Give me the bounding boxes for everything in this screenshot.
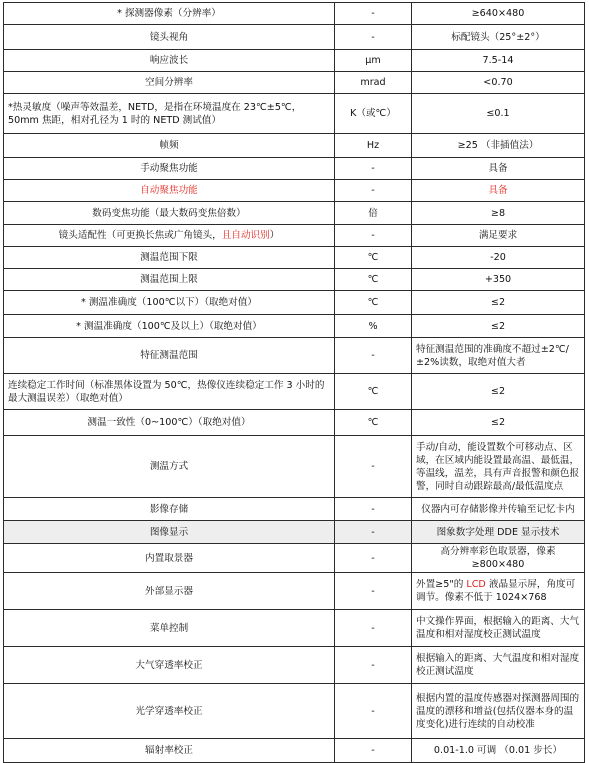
spec-unit: mrad	[335, 72, 412, 94]
spec-unit: μm	[335, 50, 412, 72]
table-row	[4, 225, 585, 247]
spec-unit: %	[335, 315, 412, 338]
spec-value-text: 特征测温范围的准确度不超过±2℃/±2%读数，取绝对值大者	[416, 343, 569, 368]
table-row	[4, 158, 585, 180]
spec-value-highlight: LCD	[466, 579, 486, 590]
spec-name: 数码变焦功能（最大数码变焦倍数）	[4, 202, 335, 225]
spec-name: 内置取景器	[4, 544, 335, 573]
spec-name: 连续稳定工作时间（标准黑体设置为 50℃，热像仪连续稳定工作 3 小时的最大测温误差）（取绝对值）	[4, 374, 335, 410]
table-row	[4, 180, 585, 202]
table-row	[4, 50, 585, 72]
spec-value: 具备	[412, 158, 585, 180]
spec-unit: -	[335, 158, 412, 180]
table-row	[4, 498, 585, 521]
spec-name: 测温范围下限	[4, 247, 335, 269]
table-row	[4, 410, 585, 436]
spec-name-highlight: 且自动识别	[221, 230, 270, 241]
spec-unit: ℃	[335, 247, 412, 269]
spec-name: * 探测器像素（分辨率）	[4, 3, 335, 25]
spec-unit: -	[335, 338, 412, 374]
spec-value: -20	[412, 247, 585, 269]
spec-unit: K（或℃）	[335, 94, 412, 134]
spec-value: ≤2	[412, 291, 585, 315]
spec-name: 手动聚焦功能	[4, 158, 335, 180]
spec-value-part: 外置≥5"的	[416, 579, 467, 590]
spec-unit: -	[335, 498, 412, 521]
spec-unit: -	[335, 739, 412, 763]
spec-name: 自动聚焦功能	[4, 180, 335, 202]
table-row	[4, 94, 585, 134]
spec-name: 镜头视角	[4, 25, 335, 50]
spec-value	[412, 684, 585, 739]
spec-value-text: 根据内置的温度传感器对探测器周围的温度的漂移和增益(包括仪器本身的温度变化)进行连续的自动校准	[416, 692, 580, 730]
spec-value: 高分辨率彩色取景器，像素≥800×480	[412, 544, 585, 573]
spec-name: 特征测温范围	[4, 338, 335, 374]
table-row	[4, 315, 585, 338]
table-row	[4, 247, 585, 269]
spec-name: 空间分辨率	[4, 72, 335, 94]
spec-name: 外部显示器	[4, 573, 335, 610]
spec-name: * 测温准确度（100℃及以上）（取绝对值）	[4, 315, 335, 338]
spec-unit: Hz	[335, 134, 412, 158]
table-row	[4, 202, 585, 225]
spec-unit: -	[335, 573, 412, 610]
spec-value-text: 手动/自动，能设置数个可移动点、区域，在区域内能设置最高温、最低温，等温线，温差，具有声音报警和颜色报警，同时自动跟踪最高/最低温度点	[416, 441, 580, 492]
spec-value: 具备	[412, 180, 585, 202]
spec-name: *热灵敏度（噪声等效温差，NETD，是指在环境温度在 23℃±5℃，50mm 焦距，相对孔径为 1 时的 NETD 测试值）	[4, 94, 335, 134]
spec-name: 光学穿透率校正	[4, 684, 335, 739]
spec-value: 仪器内可存储影像并传输至记忆卡内	[412, 498, 585, 521]
spec-name-part: 镜头适配性（可更换长焦或广角镜头，	[58, 230, 222, 241]
spec-name: * 测温准确度（100℃以下）（取绝对值）	[4, 291, 335, 315]
spec-name: 辐射率校正	[4, 739, 335, 763]
spec-value-text: 中文操作界面，根据输入的距离、大气温度和相对湿度校正测试温度	[416, 616, 580, 640]
spec-value	[412, 436, 585, 498]
spec-name: 大气穿透率校正	[4, 647, 335, 684]
spec-unit: -	[335, 180, 412, 202]
spec-value: 图象数字处理 DDE 显示技术	[412, 521, 585, 544]
spec-unit: ℃	[335, 269, 412, 291]
spec-name: 帧频	[4, 134, 335, 158]
table-row	[4, 684, 585, 739]
spec-unit: -	[335, 521, 412, 544]
spec-value: ≤2	[412, 410, 585, 436]
spec-unit: ℃	[335, 291, 412, 315]
spec-unit: -	[335, 436, 412, 498]
spec-value	[412, 573, 585, 610]
table-row	[4, 269, 585, 291]
spec-name-part: ）	[269, 230, 280, 241]
spec-value: ≥640×480	[412, 3, 585, 25]
spec-value: 标配镜头（25°±2°）	[412, 25, 585, 50]
spec-unit: ℃	[335, 410, 412, 436]
spec-name: 测温方式	[4, 436, 335, 498]
spec-unit: 倍	[335, 202, 412, 225]
spec-unit: -	[335, 3, 412, 25]
spec-name	[4, 225, 335, 247]
spec-value-text: 根据输入的距离、大气温度和相对湿度校正测试温度	[416, 653, 580, 677]
spec-unit: -	[335, 25, 412, 50]
spec-name: 响应波长	[4, 50, 335, 72]
spec-value: ≥8	[412, 202, 585, 225]
table-row	[4, 610, 585, 647]
spec-value: 满足要求	[412, 225, 585, 247]
spec-name: 测温一致性（0~100℃）（取绝对值）	[4, 410, 335, 436]
spec-value: 0.01-1.0 可调 （0.01 步长）	[412, 739, 585, 763]
table-row	[4, 647, 585, 684]
table-row	[4, 544, 585, 573]
spec-value: ≥25 （非插值法）	[412, 134, 585, 158]
table-row	[4, 291, 585, 315]
spec-value	[412, 647, 585, 684]
spec-value: 7.5-14	[412, 50, 585, 72]
table-row	[4, 72, 585, 94]
spec-name: 影像存储	[4, 498, 335, 521]
spec-unit: -	[335, 225, 412, 247]
table-row	[4, 573, 585, 610]
spec-unit: -	[335, 684, 412, 739]
spec-value-text	[416, 578, 580, 604]
table-row	[4, 134, 585, 158]
spec-value: ≤0.1	[412, 94, 585, 134]
spec-unit: -	[335, 610, 412, 647]
table-row	[4, 25, 585, 50]
table-row	[4, 436, 585, 498]
table-row	[4, 739, 585, 763]
spec-value-part: 液晶显示屏，角度可调节。像素不低于 1024×768	[416, 579, 576, 603]
spec-unit: ℃	[335, 374, 412, 410]
spec-name: 图像显示	[4, 521, 335, 544]
spec-unit: -	[335, 647, 412, 684]
spec-name: 菜单控制	[4, 610, 335, 647]
spec-value	[412, 610, 585, 647]
spec-table	[3, 2, 585, 763]
table-row	[4, 374, 585, 410]
table-row	[4, 3, 585, 25]
table-row	[4, 338, 585, 374]
spec-value: ≤2	[412, 374, 585, 410]
spec-value: ≤2	[412, 315, 585, 338]
spec-name: 测温范围上限	[4, 269, 335, 291]
spec-value: +350	[412, 269, 585, 291]
spec-unit: -	[335, 544, 412, 573]
table-row	[4, 521, 585, 544]
spec-value	[412, 338, 585, 374]
spec-value: <0.70	[412, 72, 585, 94]
